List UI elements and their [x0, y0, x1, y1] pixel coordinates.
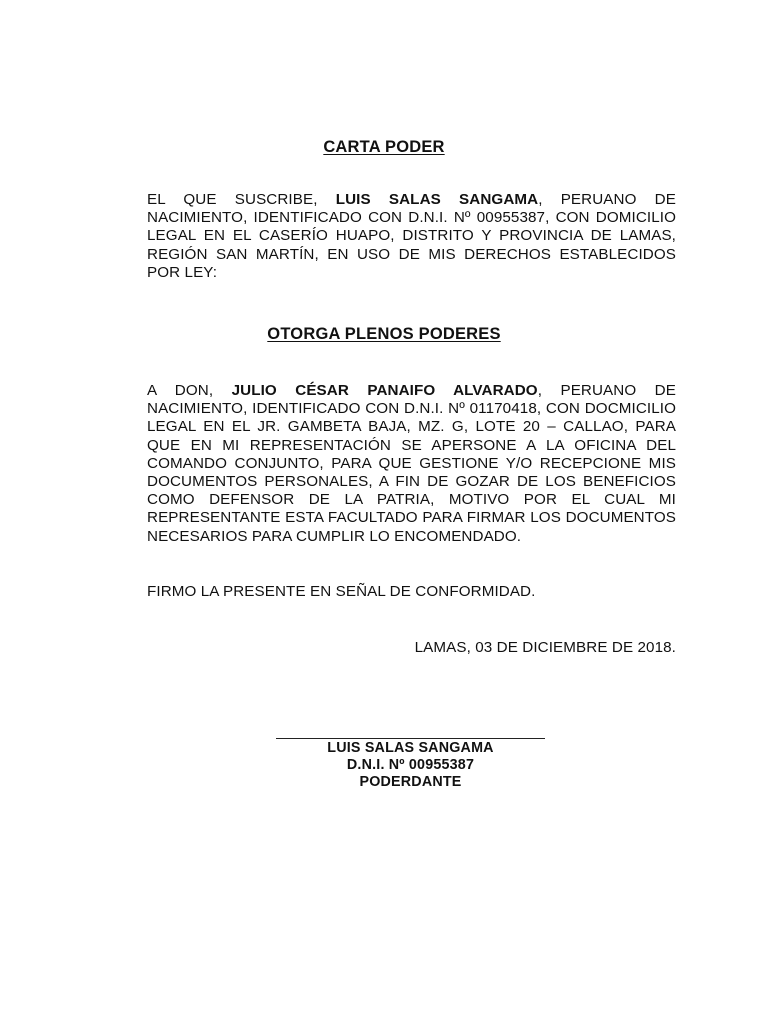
- place-date-line: LAMAS, 03 DE DICIEMBRE DE 2018.: [414, 639, 676, 656]
- document-subtitle: OTORGA PLENOS PODERES: [267, 325, 501, 343]
- signature-line: [276, 738, 545, 739]
- grantor-paragraph: [147, 191, 676, 282]
- closing-statement: FIRMO LA PRESENTE EN SEÑAL DE CONFORMIDAD.: [147, 583, 536, 600]
- grantee-paragraph: [147, 382, 676, 546]
- signatory-role: PODERDANTE: [359, 774, 462, 790]
- grantee-name: JULIO CÉSAR PANAIFO ALVARADO: [231, 382, 538, 399]
- signatory-name: LUIS SALAS SANGAMA: [327, 740, 494, 756]
- grantor-intro-text: EL QUE SUSCRIBE,: [147, 191, 336, 208]
- grantee-intro-text: A DON,: [147, 382, 232, 399]
- grantee-details-text: , PERUANO DE NACIMIENTO, IDENTIFICADO CON D.N.I. Nº 01170418, CON DOCMICILIO LEGAL EN EL JR. GAMBETA BAJA, MZ. G, LOTE 20 – CALLAO, PARA QUE EN MI REPRESENTACIÓN SE APERSONE A LA OFICINA DEL COMANDO CONJUNTO, PARA QUE GESTIONE Y/O RECEPCIONE MIS DOCUMENTOS PERSONALES, A FIN DE GOZAR DE LOS BENEFICIOS COMO DEFENSOR DE LA PATRIA, MOTIVO POR EL CUAL MI REPRESENTANTE ESTA FACULTADO PARA FIRMAR LOS DOCUMENTOS NECESARIOS PARA CUMPLIR LO ENCOMENDADO.: [147, 382, 676, 545]
- document-title: CARTA PODER: [323, 138, 445, 156]
- grantor-name: LUIS SALAS SANGAMA: [335, 191, 539, 208]
- signatory-dni: D.N.I. Nº 00955387: [346, 757, 475, 773]
- grantor-details-text: , PERUANO DE NACIMIENTO, IDENTIFICADO CON D.N.I. Nº 00955387, CON DOMICILIO LEGAL EN EL CASERÍO HUAPO, DISTRITO Y PROVINCIA DE LAMAS, REGIÓN SAN MARTÍN, EN USO DE MIS DERECHOS ESTABLECIDOS POR LEY:: [147, 191, 676, 281]
